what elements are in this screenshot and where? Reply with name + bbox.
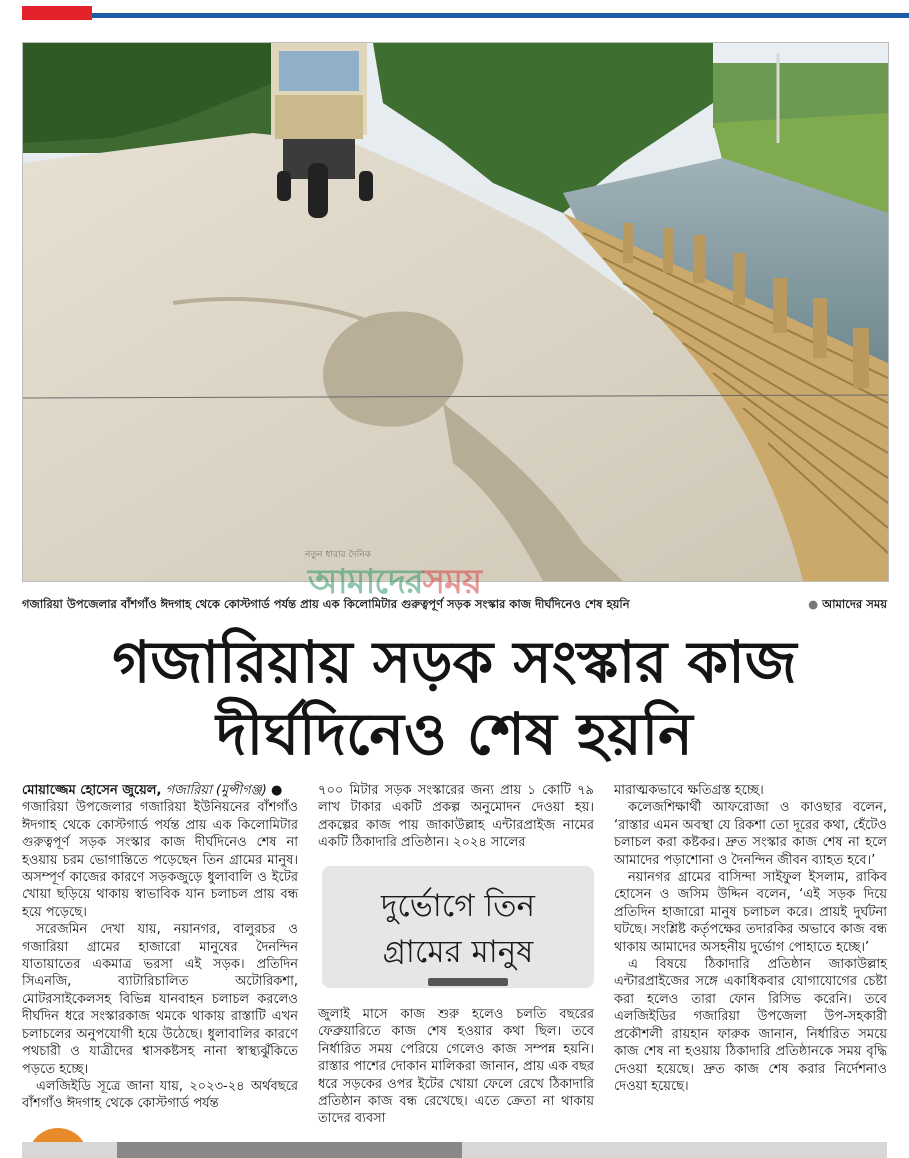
- paragraph: ৭০০ মিটার সড়ক সংস্কারের জন্য প্রায় ১ কোটি ৭৯ লাখ টাকার একটি প্রকল্প অনুমোদন দেওয়া হয়। প্রকল্পের কাজ পায় জাকাউল্লাহ এন্টারপ্রাইজ নামের একটি ঠিকাদারি প্রতিষ্ঠান। ২০২৪ সালের: [318, 783, 594, 851]
- top-red-bar: [22, 6, 92, 20]
- paragraph: জুলাই মাসে কাজ শুরু হলেও চলতি বছরের ফেব্রুয়ারিতে কাজ শেষ হওয়ার কথা ছিল। তবে নির্ধারিত সময় পেরিয়ে গেলেও কাজ সম্পন্ন হয়নি। রাস্তার পাশের দোকান মালিকরা জানান, প্রায় এক বছর ধরে সড়কের ওপর ইটের খোয়া ফেলে রেখে ঠিকাদারি প্রতিষ্ঠান কাজ বন্ধ রেখেছে। এতে ক্রেতা না থাকায় তাদের ব্যবসা: [318, 1007, 594, 1127]
- byline: [22, 782, 298, 799]
- top-blue-rule: [92, 13, 909, 18]
- headline: [22, 626, 887, 770]
- road-photo-illustration: [23, 43, 888, 581]
- pull-quote-line2: গ্রামের মানুষ: [382, 934, 534, 970]
- paragraph: কলেজশিক্ষার্থী আফরোজা ও কাওছার বলেন, ‘রাস্তার এমন অবস্থা যে রিকশা তো দূরের কথা, হেঁটেও চলাচল করা কষ্টকর। দ্রুত সংস্কার কাজ শেষ না হলে আমাদের পড়াশোনা ও দৈনন্দিন জীবন ব্যাহত হবে।’: [614, 800, 887, 868]
- article-column-2-continued: [318, 1006, 594, 1128]
- paragraph: এ বিষয়ে ঠিকাদারি প্রতিষ্ঠান জাকাউল্লাহ এন্টারপ্রাইজের সঙ্গে একাধিকবার যোগাযোগের চেষ্টা করা হলেও তারা ফোন রিসিভ করেনি। তবে এলজিইডির গজারিয়া উপজেলা উপ-সহকারী প্রকৌশলী রায়হান ফারুক জানান, নির্ধারিত সময়ে কাজ শেষ না হওয়ায় ঠিকাদারি প্রতিষ্ঠানকে সময় বৃদ্ধি দেওয়া হয়েছে। দ্রুত কাজ শেষ করার নির্দেশনাও দেওয়া হয়েছে।: [614, 957, 887, 1094]
- bullet-icon: ●: [808, 597, 819, 611]
- photo-credit-text: আমাদের সময়: [822, 597, 887, 611]
- paragraph: মারাত্মকভাবে ক্ষতিগ্রস্ত হচ্ছে।: [614, 783, 764, 798]
- article-column-3: [614, 782, 887, 1095]
- article-column-1: [22, 782, 298, 1113]
- article-column-2: [318, 782, 594, 852]
- headline-line1: গজারিয়ায় সড়ক সংস্কার কাজ: [112, 628, 797, 696]
- paragraph: গজারিয়া উপজেলার গজারিয়া ইউনিয়নের বাঁশগাঁও ঈদগাহ থেকে কোস্টগার্ড পর্যন্ত প্রায় এক কিলোমিটার গুরুত্বপূর্ণ সড়ক সংস্কার কাজ দীর্ঘদিনেও শেষ না হওয়ায় চরম ভোগান্তিতে পড়েছেন তিন গ্রামের মানুষ। অসম্পূর্ণ কাজের কারণে সড়কজুড়ে ধুলাবালি ও ইটের খোয়া ছড়িয়ে থাকায় স্বাভাবিক যান চলাচল প্রায় বন্ধ হয়ে পড়েছে।: [22, 800, 298, 920]
- news-photo: [22, 42, 889, 582]
- bottom-section-bar-dark: [117, 1142, 462, 1158]
- bullet-icon: ●: [271, 783, 283, 798]
- pull-quote-underline: [428, 978, 508, 986]
- paragraph: সরেজমিন দেখা যায়, নয়ানগর, বালুরচর ও গজারিয়া গ্রামের হাজারো মানুষের দৈনন্দিন যাতায়াতের একমাত্র ভরসা এই সড়ক। প্রতিদিন সিএনজি, ব্যাটারিচালিত অটোরিকশা, মোটরসাইকেলসহ বিভিন্ন যানবাহন চলাচল করলেও দীর্ঘদিন ধরে সংস্কারকাজ থমকে থাকায় রাস্তাটি এখন চলাচলের অনুপযোগী হয়ে উঠেছে। ধুলাবালির কারণে পথচারী ও যাত্রীদের শ্বাসকষ্টসহ নানা স্বাস্থ্যঝুঁকিতে পড়তে হচ্ছে।: [22, 922, 298, 1077]
- photo-credit: [808, 596, 887, 615]
- pull-quote-box: [322, 866, 594, 988]
- watermark-tagline: নতুন ধারার দৈনিক: [305, 550, 371, 560]
- paragraph: নয়ানগর গ্রামের বাসিন্দা সাইফুল ইসলাম, রাকিব হোসেন ও জসিম উদ্দিন বলেন, ‘এই সড়ক দিয়ে প্রতিদিন হাজারো মানুষ চলাচল করে। প্রায়ই দুর্ঘটনা ঘটছে। সংশ্লিষ্ট কর্তৃপক্ষের তদারকির অভাবে কাজ বন্ধ থাকায় আমাদের অসহনীয় দুর্ভোগ পোহাতে হচ্ছে।’: [614, 870, 887, 955]
- watermark-logo-part2: সময়: [422, 562, 481, 602]
- photo-caption: গজারিয়া উপজেলার বাঁশগাঁও ঈদগাহ থেকে কোস্টগার্ড পর্যন্ত প্রায় এক কিলোমিটার গুরুত্বপূর্ণ সড়ক সংস্কার কাজ দীর্ঘদিনেও শেষ হয়নি: [22, 597, 630, 611]
- pull-quote-line1: দুর্ভোগে তিন: [380, 888, 536, 924]
- byline-place: গজারিয়া (মুন্সীগঞ্জ): [165, 783, 267, 798]
- bottom-section-bar: [22, 1142, 887, 1158]
- paragraph: এলজিইডি সূত্রে জানা যায়, ২০২৩-২৪ অর্থবছরে বাঁশগাঁও ঈদগাহ থেকে কোস্টগার্ড পর্যন্ত: [22, 1078, 298, 1112]
- watermark-logo-part1: আমাদের: [308, 562, 423, 602]
- headline-line2: দীর্ঘদিনেও শেষ হয়নি: [216, 700, 693, 768]
- byline-author: মোয়াজ্জেম হোসেন জুয়েল,: [22, 783, 162, 798]
